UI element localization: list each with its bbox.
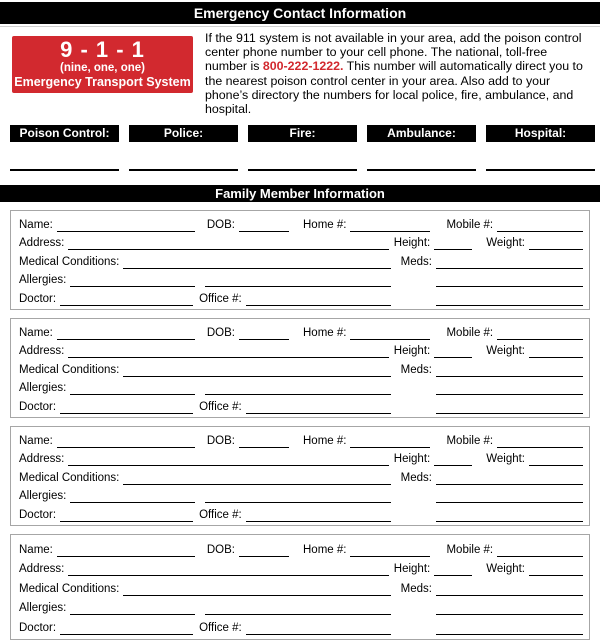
- medical-conditions-writein-line: [123, 364, 390, 377]
- header-divider: [0, 26, 600, 27]
- name-field-label: Name:: [19, 434, 53, 447]
- doctor-field-label: Doctor:: [19, 508, 57, 521]
- weight-field-label: Weight:: [486, 563, 525, 576]
- allergies-field-label: Allergies:: [19, 274, 67, 287]
- member-row-name: [19, 431, 583, 448]
- allergies-continued-line: [205, 274, 391, 287]
- dob-field-label: DOB:: [206, 326, 235, 339]
- height-field-label: Height:: [393, 563, 431, 576]
- dob-field-label: DOB:: [206, 218, 235, 231]
- weight-writein-line: [529, 237, 583, 250]
- allergies-writein-line: [70, 274, 195, 287]
- height-writein-line: [434, 453, 472, 466]
- allergies-continued-line: [205, 490, 391, 503]
- member-row-address: [19, 449, 583, 466]
- poison-control-phone-number: 800-222-1222.: [262, 59, 344, 74]
- member-row-doctor: [19, 505, 583, 522]
- allergies-field-label: Allergies:: [19, 602, 67, 615]
- meds-continued-line-1: [436, 382, 583, 395]
- intro-text-after: This number will automatically direct you to the nearest poison control center in your area. Also add to your phone’s directory the numbers for local police, fire, ambulance, and hospital.: [205, 59, 583, 117]
- intro-paragraph: [205, 31, 586, 116]
- contact-label-hospital: Hospital:: [486, 125, 595, 142]
- hospital-writein-line: [486, 169, 595, 171]
- mobile-phone-writein-line: [497, 327, 583, 340]
- home-phone-field-label: Home #:: [303, 434, 347, 447]
- member-row-medical: [19, 468, 583, 485]
- height-writein-line: [434, 237, 472, 250]
- family-section-title: Family Member Information: [215, 186, 385, 202]
- name-field-label: Name:: [19, 543, 53, 556]
- medical-conditions-writein-line: [123, 583, 390, 596]
- weight-writein-line: [529, 345, 583, 358]
- office-phone-writein-line: [246, 509, 391, 522]
- family-member-block-1: [10, 210, 590, 310]
- family-section-title-bar: [0, 185, 600, 202]
- family-member-blocks: [0, 210, 600, 640]
- dob-field-label: DOB:: [206, 543, 235, 556]
- member-row-name: [19, 540, 583, 557]
- family-member-block-2: [10, 318, 590, 418]
- weight-writein-line: [529, 563, 583, 576]
- medical-conditions-writein-line: [123, 472, 390, 485]
- allergies-field-label: Allergies:: [19, 382, 67, 395]
- weight-field-label: Weight:: [486, 453, 525, 466]
- allergies-writein-line: [70, 602, 195, 615]
- height-field-label: Height:: [393, 345, 431, 358]
- poison-control-writein-line: [10, 169, 119, 171]
- medical-conditions-field-label: Medical Conditions:: [19, 471, 120, 484]
- family-member-block-3: [10, 426, 590, 526]
- name-field-label: Name:: [19, 218, 53, 231]
- name-field-label: Name:: [19, 326, 53, 339]
- meds-field-label: Meds:: [400, 255, 432, 268]
- meds-continued-line-1: [436, 274, 583, 287]
- meds-continued-line-2: [436, 293, 583, 306]
- dob-writein-line: [239, 435, 289, 448]
- family-member-block-4: [10, 534, 590, 640]
- address-writein-line: [68, 237, 388, 250]
- mobile-phone-field-label: Mobile #:: [446, 543, 494, 556]
- meds-writein-line: [436, 583, 583, 596]
- doctor-writein-line: [60, 509, 193, 522]
- office-phone-field-label: Office #:: [199, 508, 242, 521]
- mobile-phone-field-label: Mobile #:: [446, 434, 494, 447]
- meds-field-label: Meds:: [400, 363, 432, 376]
- dob-writein-line: [239, 219, 289, 232]
- dob-writein-line: [239, 327, 289, 340]
- address-writein-line: [68, 345, 388, 358]
- page-title-bar: [0, 2, 600, 24]
- meds-continued-line-2: [436, 622, 583, 635]
- page-title: Emergency Contact Information: [193, 5, 407, 21]
- allergies-continued-line: [205, 602, 391, 615]
- office-phone-field-label: Office #:: [199, 621, 242, 634]
- intro-text-before: If the 911 system is not available in your area, add the poison control center phone number to your cell phone. The national, toll-free number is: [205, 31, 582, 74]
- contact-label-poison-control: Poison Control:: [10, 125, 119, 142]
- home-phone-writein-line: [350, 219, 430, 232]
- member-row-allergies: [19, 598, 583, 615]
- home-phone-writein-line: [350, 544, 430, 557]
- address-field-label: Address:: [19, 453, 65, 466]
- weight-field-label: Weight:: [486, 345, 525, 358]
- medical-conditions-field-label: Medical Conditions:: [19, 363, 120, 376]
- allergies-writein-line: [70, 490, 195, 503]
- mobile-phone-field-label: Mobile #:: [446, 218, 494, 231]
- allergies-continued-line: [205, 382, 391, 395]
- doctor-writein-line: [60, 293, 193, 306]
- office-phone-writein-line: [246, 622, 391, 635]
- member-row-medical: [19, 579, 583, 596]
- home-phone-writein-line: [350, 435, 430, 448]
- name-writein-line: [57, 544, 195, 557]
- weight-writein-line: [529, 453, 583, 466]
- member-row-allergies: [19, 486, 583, 503]
- member-row-doctor: [19, 289, 583, 306]
- office-phone-writein-line: [246, 293, 391, 306]
- allergies-field-label: Allergies:: [19, 490, 67, 503]
- office-phone-field-label: Office #:: [199, 292, 242, 305]
- meds-writein-line: [436, 364, 583, 377]
- height-writein-line: [434, 345, 472, 358]
- emergency-911-caption: Emergency Transport System: [14, 75, 191, 89]
- home-phone-field-label: Home #:: [303, 543, 347, 556]
- member-row-address: [19, 233, 583, 250]
- emergency-contacts-writein-row: [10, 169, 595, 171]
- medical-conditions-field-label: Medical Conditions:: [19, 255, 120, 268]
- office-phone-writein-line: [246, 401, 391, 414]
- meds-continued-line-2: [436, 509, 583, 522]
- mobile-phone-writein-line: [497, 219, 583, 232]
- member-row-address: [19, 559, 583, 576]
- member-row-doctor: [19, 397, 583, 414]
- height-writein-line: [434, 563, 472, 576]
- police-writein-line: [129, 169, 238, 171]
- meds-field-label: Meds:: [400, 471, 432, 484]
- doctor-field-label: Doctor:: [19, 621, 57, 634]
- name-writein-line: [57, 435, 195, 448]
- doctor-field-label: Doctor:: [19, 400, 57, 413]
- emergency-911-box: [12, 36, 193, 93]
- address-writein-line: [68, 563, 388, 576]
- contact-label-police: Police:: [129, 125, 238, 142]
- address-writein-line: [68, 453, 388, 466]
- emergency-contacts-label-row: [10, 125, 595, 142]
- medical-conditions-field-label: Medical Conditions:: [19, 582, 120, 595]
- height-field-label: Height:: [393, 453, 431, 466]
- home-phone-field-label: Home #:: [303, 218, 347, 231]
- emergency-911-number: 9 - 1 - 1: [60, 37, 145, 62]
- meds-continued-line-1: [436, 490, 583, 503]
- meds-field-label: Meds:: [400, 582, 432, 595]
- medical-conditions-writein-line: [123, 256, 390, 269]
- member-row-address: [19, 341, 583, 358]
- height-field-label: Height:: [393, 237, 431, 250]
- doctor-field-label: Doctor:: [19, 292, 57, 305]
- mobile-phone-field-label: Mobile #:: [446, 326, 494, 339]
- address-field-label: Address:: [19, 345, 65, 358]
- ambulance-writein-line: [367, 169, 476, 171]
- member-row-doctor: [19, 618, 583, 635]
- home-phone-field-label: Home #:: [303, 326, 347, 339]
- member-row-name: [19, 323, 583, 340]
- meds-continued-line-2: [436, 401, 583, 414]
- mobile-phone-writein-line: [497, 435, 583, 448]
- contact-label-ambulance: Ambulance:: [367, 125, 476, 142]
- home-phone-writein-line: [350, 327, 430, 340]
- doctor-writein-line: [60, 622, 193, 635]
- member-row-name: [19, 215, 583, 232]
- weight-field-label: Weight:: [486, 237, 525, 250]
- member-row-allergies: [19, 378, 583, 395]
- address-field-label: Address:: [19, 563, 65, 576]
- member-row-medical: [19, 360, 583, 377]
- dob-writein-line: [239, 544, 289, 557]
- doctor-writein-line: [60, 401, 193, 414]
- member-row-allergies: [19, 270, 583, 287]
- member-row-medical: [19, 252, 583, 269]
- name-writein-line: [57, 219, 195, 232]
- fire-writein-line: [248, 169, 357, 171]
- contact-label-fire: Fire:: [248, 125, 357, 142]
- office-phone-field-label: Office #:: [199, 400, 242, 413]
- dob-field-label: DOB:: [206, 434, 235, 447]
- meds-continued-line-1: [436, 602, 583, 615]
- meds-writein-line: [436, 256, 583, 269]
- mobile-phone-writein-line: [497, 544, 583, 557]
- emergency-911-words: (nine, one, one): [60, 62, 145, 74]
- allergies-writein-line: [70, 382, 195, 395]
- name-writein-line: [57, 327, 195, 340]
- address-field-label: Address:: [19, 237, 65, 250]
- meds-writein-line: [436, 472, 583, 485]
- emergency-intro-section: [12, 31, 592, 116]
